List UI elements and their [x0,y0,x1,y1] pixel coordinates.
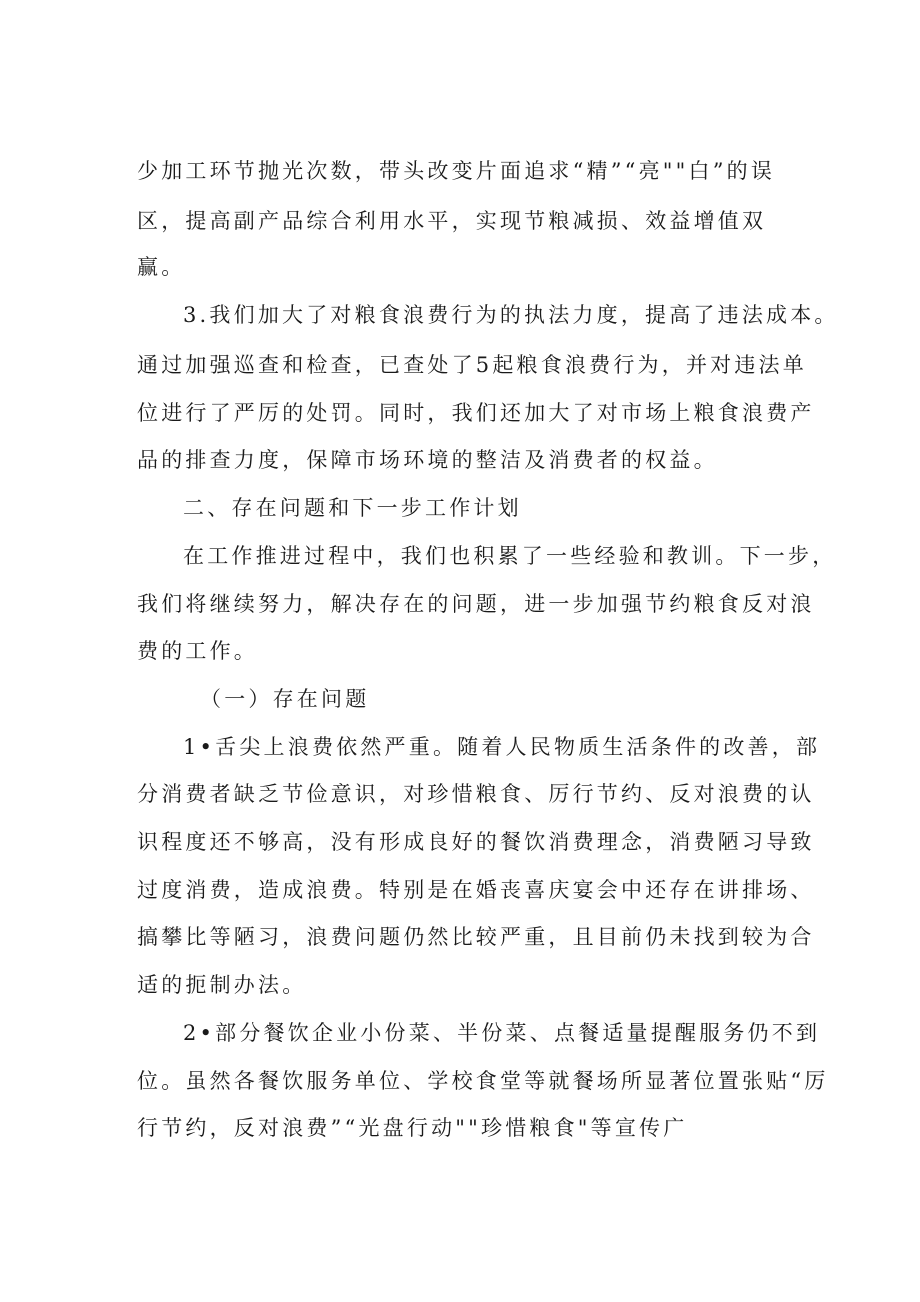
text-line: 赢。 [137,255,186,279]
text-line: 费的工作。 [137,639,258,663]
text-line: 我们将继续努力，解决存在的问题，进一步加强节约粮食反对浪 [137,592,815,616]
text-line: 适的扼制办法。 [137,973,307,997]
text-line: 识程度还不够高，没有形成良好的餐饮消费理念，消费陋习导致 [137,830,815,854]
text-line: 过度消费，造成浪费。特别是在婚丧喜庆宴会中还存在讲排场、 [137,878,815,902]
text-line: 区，提高副产品综合利用水平，实现节粮减损、效益增值双 [137,209,767,233]
section-heading: 二、存在问题和下一步工作计划 [183,496,522,520]
text-line: 分消费者缺乏节俭意识，对珍惜粮食、厉行节约、反对浪费的认 [137,782,815,806]
text-line: 行节约，反对浪费”“光盘行动""珍惜粮食"等宣传广 [137,1116,688,1140]
text-line: 少加工环节抛光次数，带头改变片面追求“精”“亮""白”的误 [137,159,776,183]
text-line: 1•舌尖上浪费依然严重。随着人民物质生活条件的改善，部 [183,735,821,759]
text-line: 位进行了严厉的处罚。同时，我们还加大了对市场上粮食浪费产 [137,401,815,425]
text-line: 搞攀比等陋习，浪费问题仍然比较严重，且目前仍未找到较为合 [137,925,815,949]
text-line: 在工作推进过程中，我们也积累了一些经验和教训。下一步， [183,544,837,568]
text-line: 位。虽然各餐饮服务单位、学校食堂等就餐场所显著位置张贴“厉 [137,1069,829,1093]
subsection-heading: （一）存在问题 [200,687,370,711]
text-line: 通过加强巡查和检查，已查处了5起粮食浪费行为，并对违法单 [137,353,807,377]
text-line: 3.我们加大了对粮食浪费行为的执法力度，提高了违法成本。 [183,303,839,327]
text-line: 品的排查力度，保障市场环境的整洁及消费者的权益。 [137,448,718,472]
text-line: 2•部分餐饮企业小份菜、半份菜、点餐适量提醒服务仍不到 [183,1021,821,1045]
